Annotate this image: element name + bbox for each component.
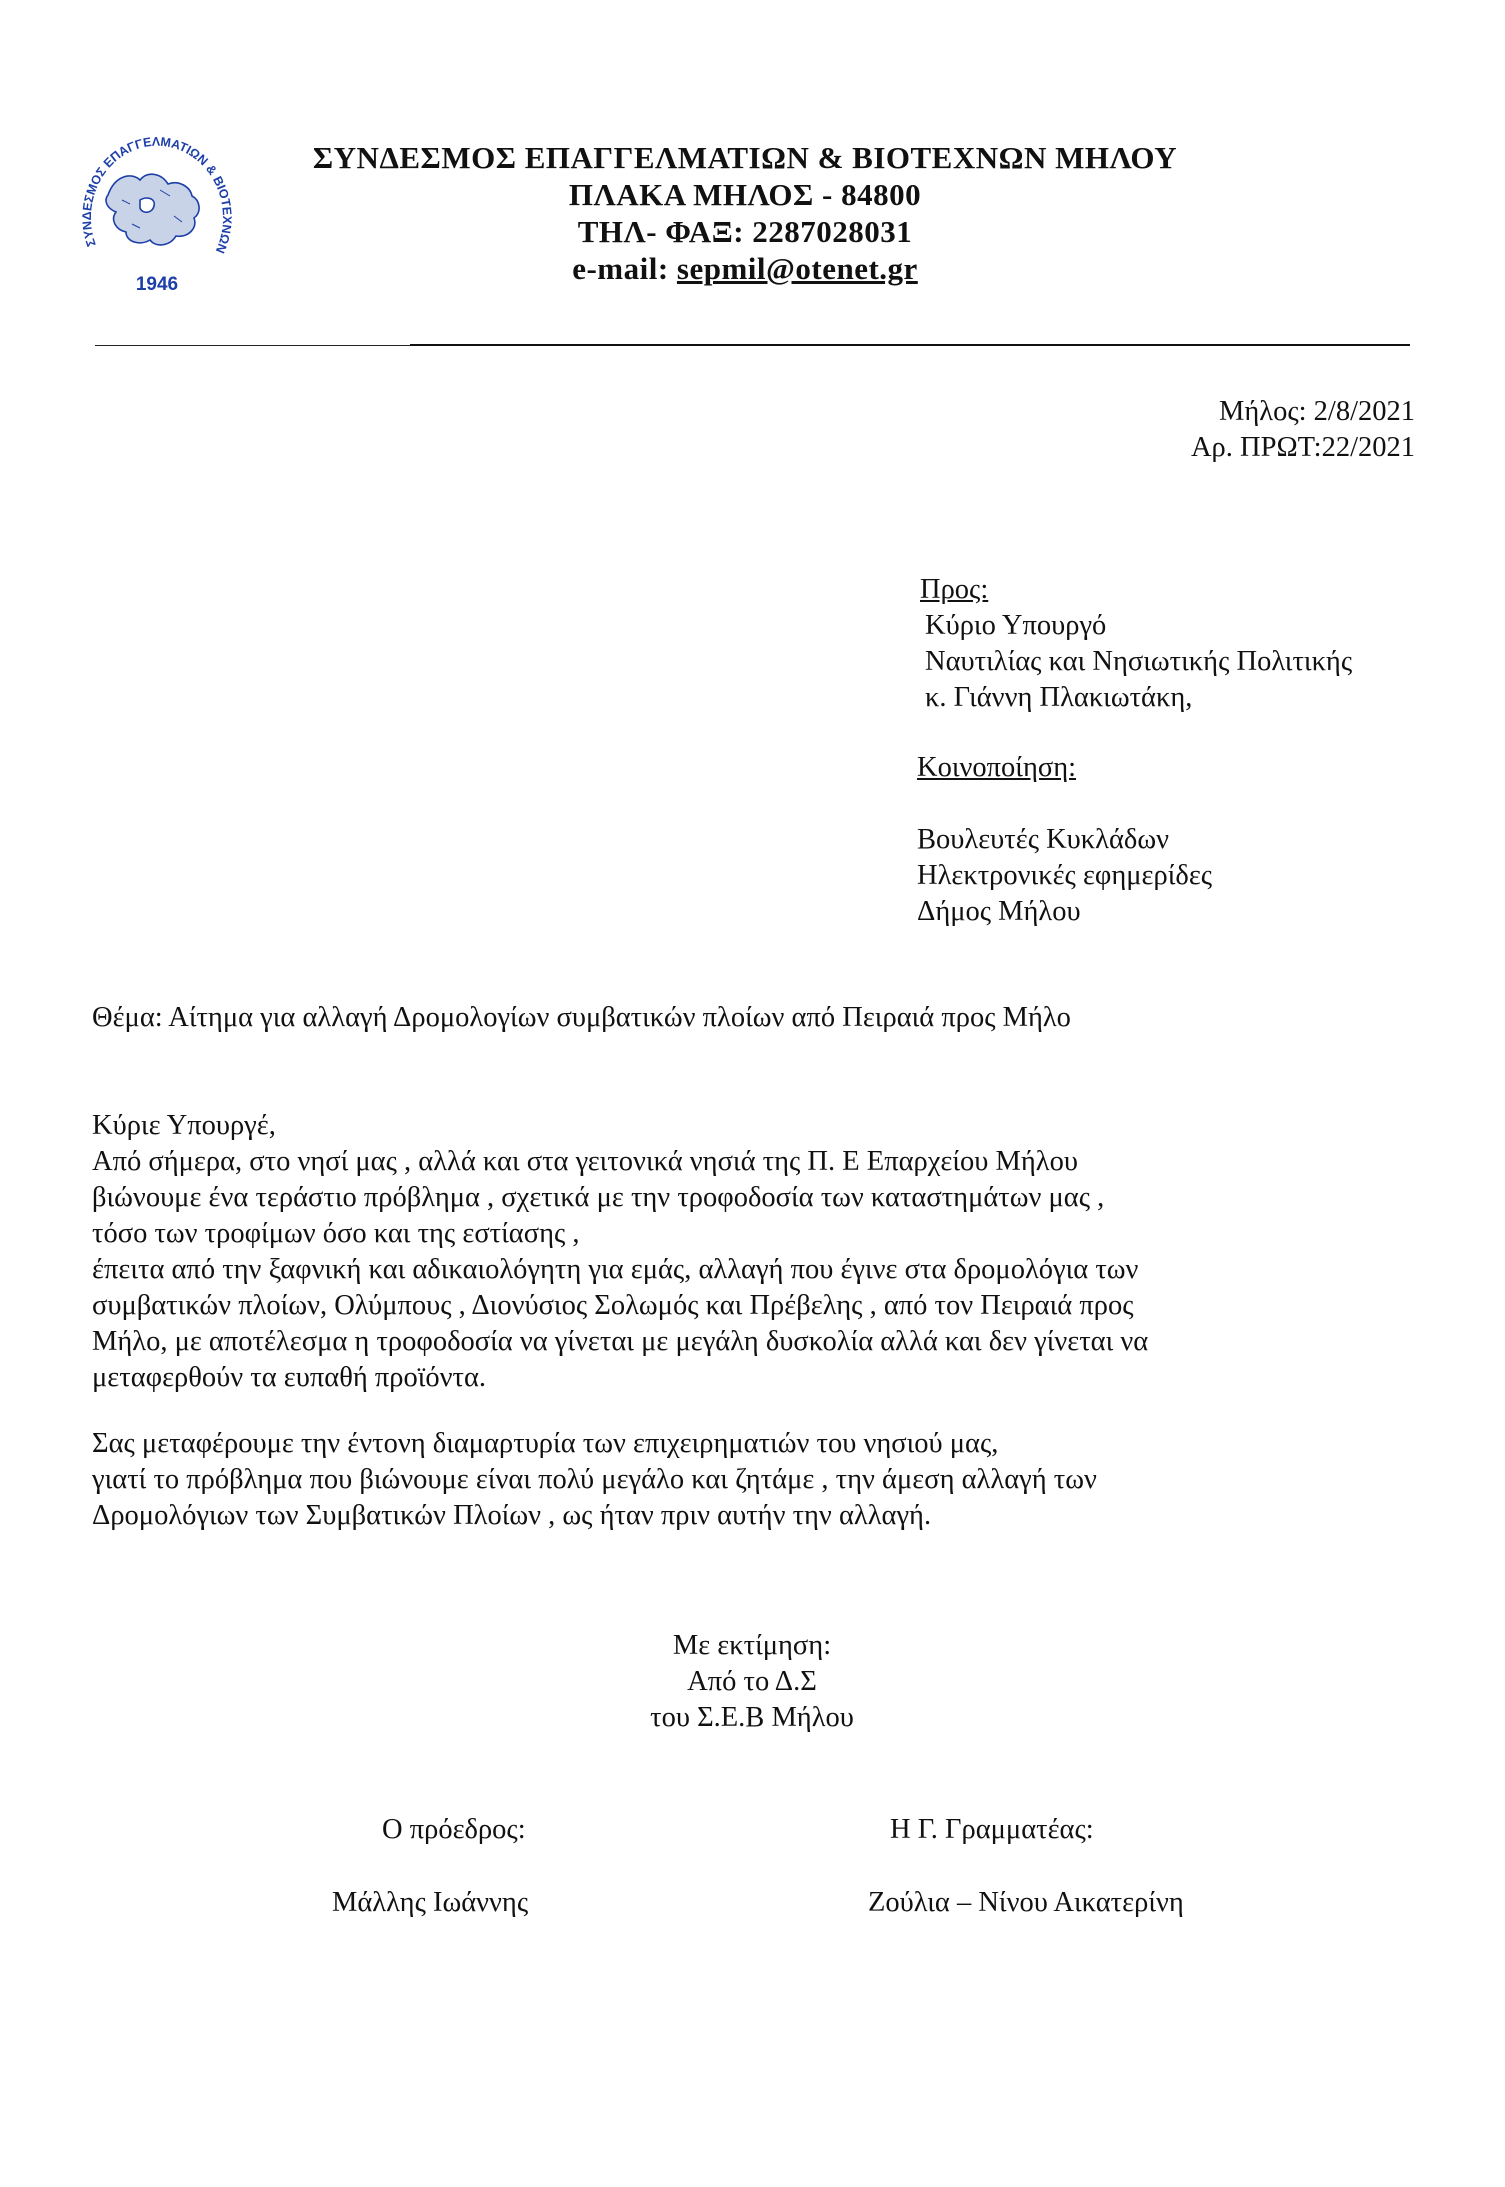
paragraph-line: γιατί το πρόβλημα που βιώνουμε είναι πολύ μεγάλο και ζητάμε , την άμεση αλλαγή των [92, 1464, 1097, 1495]
cc-line: Ηλεκτρονικές εφημερίδες [917, 860, 1213, 891]
paragraph-line: τόσο των τροφίμων όσο και της εστίασης , [92, 1218, 580, 1249]
cc-label: Κοινοποίηση: [917, 752, 1077, 783]
recipient-line: κ. Γιάννη Πλακιωτάκη, [925, 682, 1193, 713]
paragraph-line: έπειτα από την ξαφνική και αδικαιολόγητη για εμάς, αλλαγή που έγινε στα δρομολόγια των [92, 1254, 1139, 1285]
secretary-name: Ζούλια – Νίνου Αικατερίνη [868, 1887, 1184, 1918]
subject-line: Θέμα: Αίτημα για αλλαγή Δρομολογίων συμβατικών πλοίων από Πειραιά προς Μήλο [92, 1002, 1071, 1033]
cc-line: Βουλευτές Κυκλάδων [917, 824, 1169, 855]
header-rule [410, 344, 1410, 346]
closing-line: Από το Δ.Σ [687, 1666, 817, 1697]
paragraph-line: βιώνουμε ένα τεράστιο πρόβλημα , σχετικά με την τροφοδοσία των καταστημάτων μας , [92, 1182, 1105, 1213]
salutation: Κύριε Υπουργέ, [92, 1110, 276, 1141]
org-phone-fax: ΤΗΛ- ΦΑΞ: 2287028031 [577, 214, 913, 249]
logo-arc-text: ΣΥΝΔΕΣΜΟΣ ΕΠΑΓΓΕΛΜΑΤΙΩΝ & ΒΙΟΤΕΧΝΩΝ [79, 134, 235, 256]
paragraph-line: Από σήμερα, στο νησί μας , αλλά και στα γειτονικά νησιά της Π. Ε Επαρχείου Μήλου [92, 1146, 1078, 1177]
org-name: ΣΥΝΔΕΣΜΟΣ ΕΠΑΓΓΕΛΜΑΤΙΩΝ & ΒΙΟΤΕΧΝΩΝ ΜΗΛΟΥ [312, 140, 1178, 175]
recipient-line: Ναυτιλίας και Νησιωτικής Πολιτικής [925, 646, 1353, 677]
paragraph-line: Δρομολόγιων των Συμβατικών Πλοίων , ως ήταν πριν αυτήν την αλλαγή. [92, 1500, 932, 1531]
cc-line: Δήμος Μήλου [917, 896, 1081, 927]
email-label: e-mail: [572, 251, 677, 286]
president-title: Ο πρόεδρος: [382, 1814, 526, 1845]
recipient-line: Κύριο Υπουργό [925, 610, 1107, 641]
org-address: ΠΛΑΚΑ ΜΗΛΟΣ - 84800 [568, 177, 922, 212]
paragraph-line: Μήλο, με αποτέλεσμα η τροφοδοσία να γίνεται με μεγάλη δυσκολία αλλά και δεν γίνεται να [92, 1326, 1149, 1357]
island-map-icon [106, 174, 199, 245]
paragraph-line: συμβατικών πλοίων, Ολύμπους , Διονύσιος Σολωμός και Πρέβελης , από τον Πειραιά προς [92, 1290, 1134, 1321]
closing-line: Με εκτίμηση: [672, 1630, 832, 1661]
date-line: Μήλος: 2/8/2021 [1219, 396, 1415, 427]
paragraph-line: Σας μεταφέρουμε την έντονη διαμαρτυρία των επιχειρηματιών του νησιού μας, [92, 1428, 999, 1459]
paragraph-line: μεταφερθούν τα ευπαθή προϊόντα. [92, 1362, 487, 1393]
president-name: Μάλλης Ιωάννης [332, 1887, 529, 1918]
org-email-line [240, 251, 1250, 287]
header-rule-thin [95, 345, 415, 346]
recipient-label: Προς: [920, 574, 989, 605]
protocol-number: Αρ. ΠΡΩΤ:22/2021 [1190, 432, 1415, 463]
logo-year: 1946 [135, 274, 179, 295]
closing-line: του Σ.Ε.Β Μήλου [650, 1702, 854, 1733]
email-link[interactable]: sepmil@otenet.gr [676, 251, 918, 286]
organization-logo [70, 100, 245, 310]
secretary-title: Η Γ. Γραμματέας: [890, 1814, 1094, 1845]
